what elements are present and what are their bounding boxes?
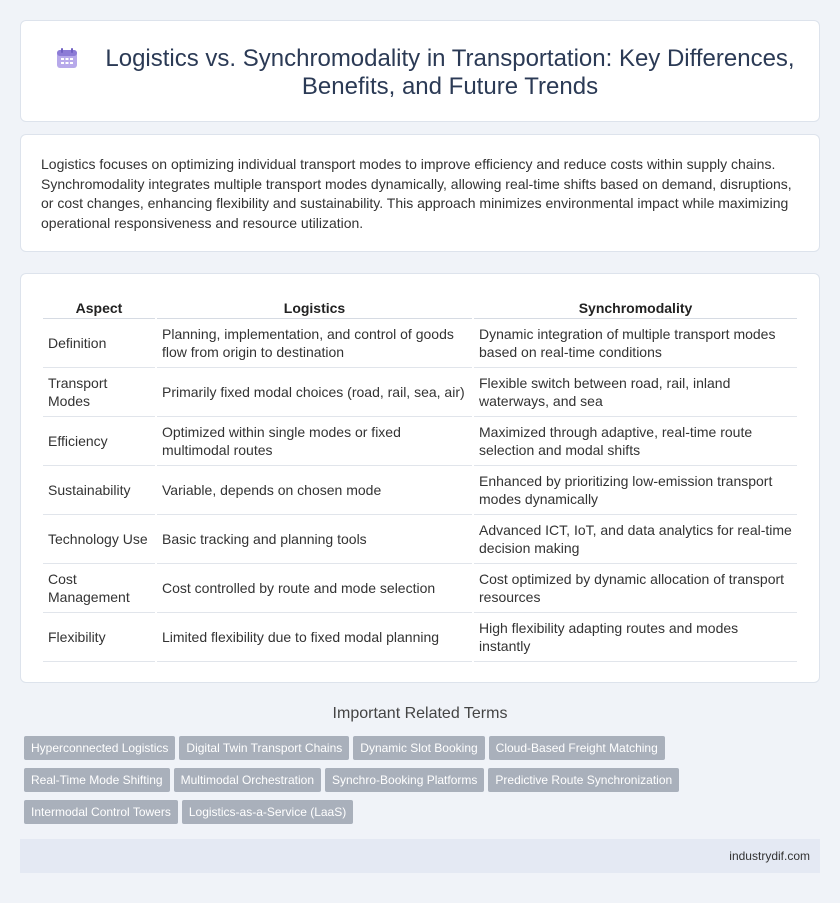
aspect-cell: Efficiency: [43, 417, 155, 466]
logistics-cell: Variable, depends on chosen mode: [157, 466, 472, 515]
header-aspect: Aspect: [43, 295, 155, 319]
logistics-cell: Limited flexibility due to fixed modal planning: [157, 613, 472, 662]
tag-real-time-mode-shifting[interactable]: Real-Time Mode Shifting: [24, 768, 170, 792]
table-row: [43, 319, 797, 368]
page-title: Logistics vs. Synchromodality in Transportation: Key Differences, Benefits, and Future Trends: [105, 45, 795, 100]
footer-site-link[interactable]: industrydif.com: [729, 849, 810, 863]
aspect-cell: Sustainability: [43, 466, 155, 515]
tag-hyperconnected-logistics[interactable]: Hyperconnected Logistics: [24, 736, 175, 760]
tag-row: [24, 736, 804, 768]
synchromodality-cell: High flexibility adapting routes and modes instantly: [474, 613, 797, 662]
logistics-cell: Primarily fixed modal choices (road, rail, sea, air): [157, 368, 472, 417]
tag-row: [24, 768, 804, 800]
tag-synchro-booking-platforms[interactable]: Synchro-Booking Platforms: [325, 768, 484, 792]
synchromodality-cell: Maximized through adaptive, real-time route selection and modal shifts: [474, 417, 797, 466]
intro-paragraph: Logistics focuses on optimizing individual transport modes to improve efficiency and reduce costs within supply chains. Synchromodality integrates multiple transport modes dynamically, allowing real-time shifts based on demand, disruptions, or cost changes, enhancing flexibility and sustainability. This approach minimizes environmental impact while maximizing operational responsiveness and resource utilization.: [41, 156, 792, 231]
related-terms-heading: Important Related Terms: [332, 705, 508, 722]
related-terms-list: [24, 736, 804, 832]
synchromodality-cell: Enhanced by prioritizing low-emission transport modes dynamically: [474, 466, 797, 515]
title-card: [20, 20, 820, 122]
synchromodality-cell: Flexible switch between road, rail, inland waterways, and sea: [474, 368, 797, 417]
synchromodality-cell: Cost optimized by dynamic allocation of transport resources: [474, 564, 797, 613]
aspect-cell: Definition: [43, 319, 155, 368]
table-row: [43, 417, 797, 466]
tag-row: [24, 800, 804, 832]
logistics-cell: Optimized within single modes or fixed multimodal routes: [157, 417, 472, 466]
logistics-cell: Basic tracking and planning tools: [157, 515, 472, 564]
tag-dynamic-slot-booking[interactable]: Dynamic Slot Booking: [353, 736, 484, 760]
footer: [20, 839, 820, 873]
table-row: [43, 466, 797, 515]
table-row: [43, 515, 797, 564]
intro-card: [20, 134, 820, 252]
tag-digital-twin-transport-chains[interactable]: Digital Twin Transport Chains: [179, 736, 349, 760]
aspect-cell: Cost Management: [43, 564, 155, 613]
synchromodality-cell: Dynamic integration of multiple transport modes based on real-time conditions: [474, 319, 797, 368]
synchromodality-cell: Advanced ICT, IoT, and data analytics for real-time decision making: [474, 515, 797, 564]
tag-intermodal-control-towers[interactable]: Intermodal Control Towers: [24, 800, 178, 824]
table-row: [43, 564, 797, 613]
table-header-row: [43, 295, 797, 319]
aspect-cell: Flexibility: [43, 613, 155, 662]
comparison-table: [41, 295, 799, 662]
table-row: [43, 368, 797, 417]
table-row: [43, 613, 797, 662]
logistics-cell: Cost controlled by route and mode selection: [157, 564, 472, 613]
tag-cloud-based-freight-matching[interactable]: Cloud-Based Freight Matching: [489, 736, 665, 760]
aspect-cell: Technology Use: [43, 515, 155, 564]
header-synchromodality: Synchromodality: [474, 295, 797, 319]
header-logistics: Logistics: [157, 295, 472, 319]
tag-multimodal-orchestration[interactable]: Multimodal Orchestration: [174, 768, 321, 792]
tag-logistics-as-a-service[interactable]: Logistics-as-a-Service (LaaS): [182, 800, 353, 824]
tag-predictive-route-synchronization[interactable]: Predictive Route Synchronization: [488, 768, 679, 792]
aspect-cell: Transport Modes: [43, 368, 155, 417]
logistics-cell: Planning, implementation, and control of goods flow from origin to destination: [157, 319, 472, 368]
comparison-table-card: [20, 273, 820, 683]
